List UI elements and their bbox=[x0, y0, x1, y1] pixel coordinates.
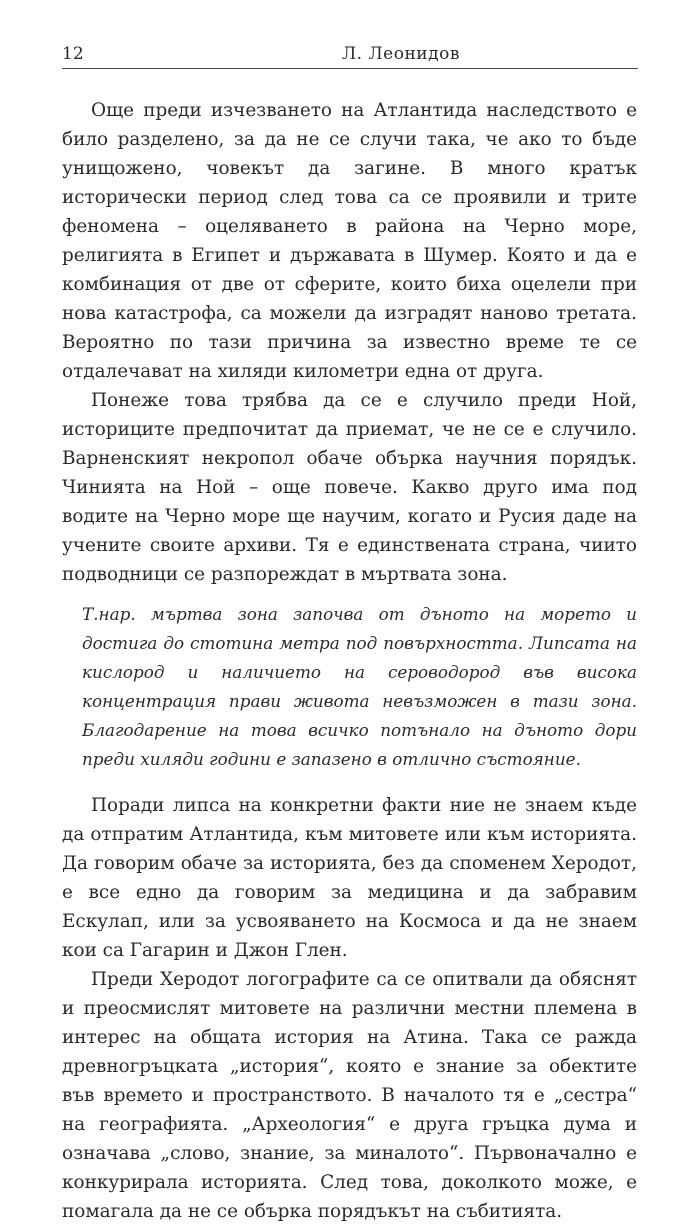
page-header bbox=[62, 38, 638, 69]
paragraph-4: Преди Херодот логографите са се опитвали да обяснят и преосмислят митовете на различни местни племена в интерес на общата история на Атина. Така се ражда древногръцката „история“, която е знание за обектите във времето и пространството. В началото тя е „сестра“ на географията. „Археология“ е друга гръцка дума и означава „слово, знание, за миналото“. Първоначално е конкурирала историята. След това, доколкото може, е помагала да не се обърка порядъкът на събитията. bbox=[62, 969, 637, 1222]
running-head-author: Л. Леонидов bbox=[342, 44, 460, 64]
page-body bbox=[62, 96, 637, 1226]
page-number: 12 bbox=[62, 44, 84, 64]
paragraph-2: Понеже това трябва да се е случило преди Ной, историците предпочитат да приемат, че не се е случило. Варненският некропол обаче обърка научния порядък. Чинията на Ной – още повече. Какво друго има под водите на Черно море ще научим, когато и Русия даде на учените своите архиви. Тя е единствената страна, чиито подводници се разпореждат в мъртвата зона. bbox=[62, 390, 637, 585]
paragraph-1: Още преди изчезването на Атлантида наследството е било разделено, за да не се случи така, че ако то бъде унищожено, човекът да загине. В много кратък исторически период след това са се проявили и трите феномена – оцеляването в района на Черно море, религията в Египет и държавата в Шумер. Която и да е комбинация от две от сферите, които биха оцелели при нова катастрофа, са можели да изградят наново третата. Вероятно по тази причина за известно време те се отдалечават на хиляди километри една от друга. bbox=[62, 100, 637, 382]
block-quote: Т.нар. мъртва зона започва от дъното на морето и достига до стотина метра под повърхността. Липсата на кислород и наличието на сероводород във висока концентрация прави живота невъзможен в тази зона. Благодарение на това всичко потънало на дъното дори преди хиляди години е запазено в отлично състояние. bbox=[82, 604, 637, 769]
paragraph-3: Поради липса на конкретни факти ние не знаем къде да отпратим Атлантида, към митовете или към историята. Да говорим обаче за историята, без да споменем Херодот, е все едно да говорим за медицина и да забравим Ескулап, или за усвояването на Космоса и да не знаем кои са Гагарин и Джон Глен. bbox=[62, 795, 637, 961]
